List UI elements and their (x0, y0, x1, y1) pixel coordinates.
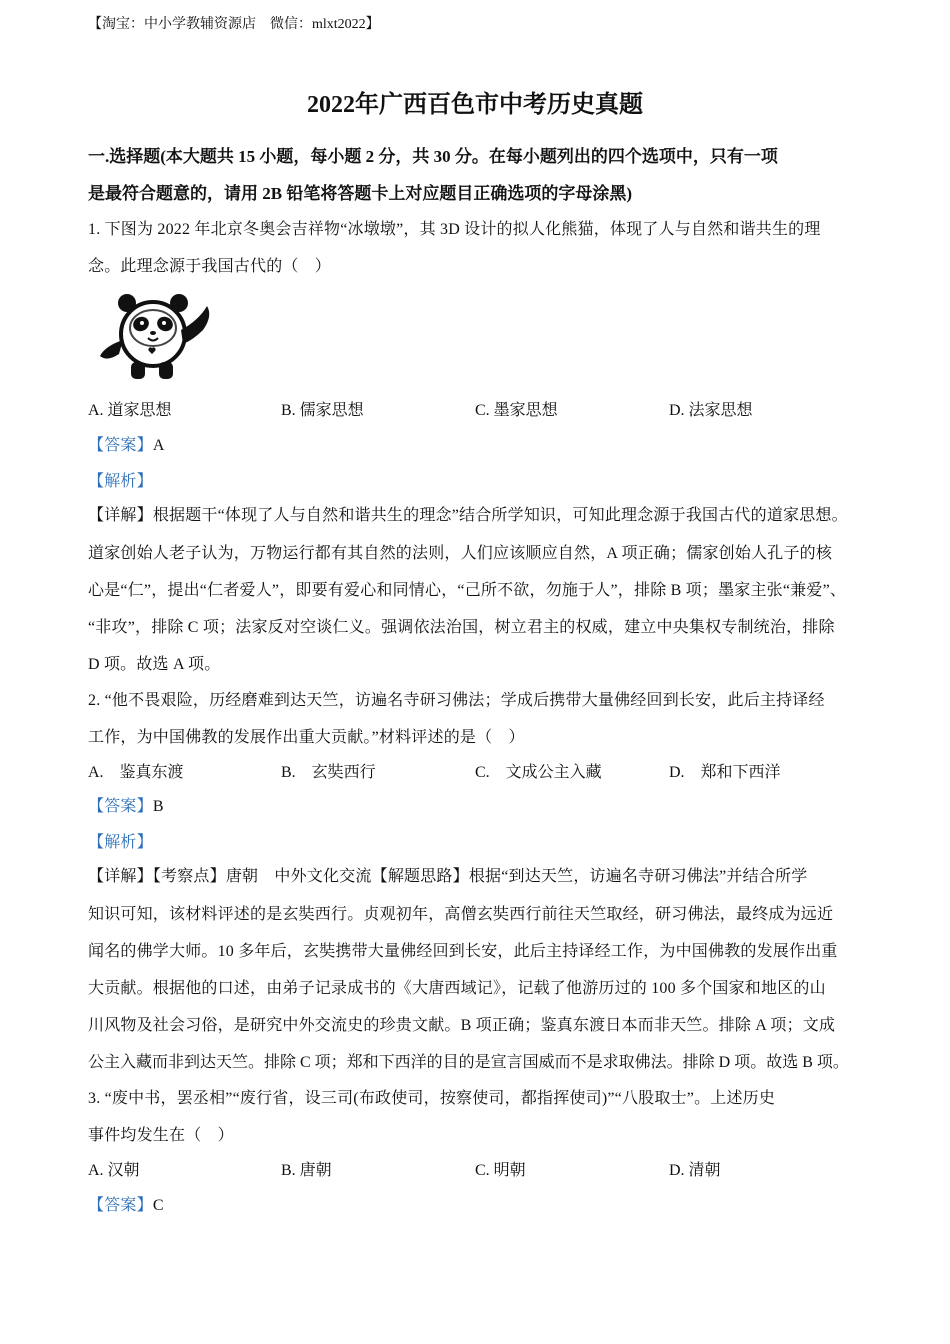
detail-text: 【考察点】唐朝 中外文化交流【解题思路】根据“到达天竺，访遍名寺研习佛法”并结合所学 (152, 868, 808, 885)
q2-option-a: A. 鉴真东渡 (88, 764, 184, 781)
q1-analysis-tag: 【解析】 (88, 473, 153, 490)
q3-answer (88, 1192, 164, 1215)
panda-mascot-image (95, 290, 217, 382)
q2-detail-line2: 知识可知，该材料评述的是玄奘西行。贞观初年，高僧玄奘西行前往天竺取经，研习佛法，最终成为远近 (88, 906, 834, 923)
q2-detail-line1 (88, 863, 807, 886)
q1-answer (88, 432, 165, 455)
q1-detail-line5: D 项。故选 A 项。 (88, 656, 221, 673)
q3-option-d: D. 清朝 (669, 1162, 721, 1179)
answer-tag: 【答案】 (88, 1197, 153, 1214)
page-header: 【淘宝：中小学教辅资源店 微信：mlxt2022】 (88, 17, 380, 32)
q2-analysis-tag: 【解析】 (88, 834, 153, 851)
detail-tag: 【详解】 (88, 868, 153, 885)
q1-stem-line1: 1. 下图为 2022 年北京冬奥会吉祥物“冰墩墩”，其 3D 设计的拟人化熊猫，体现了人与自然和谐共生的理 (88, 221, 821, 238)
answer-value: B (152, 798, 164, 815)
q2-detail-line4: 大贡献。根据他的口述，由弟子记录成书的《大唐西域记》，记载了他游历过的 100 多个国家和地区的山 (88, 980, 826, 997)
q1-detail-line2: 道家创始人老子认为，万物运行都有其自然的法则，人们应该顺应自然，A 项正确；儒家创始人孔子的核 (88, 545, 833, 562)
answer-tag: 【答案】 (88, 798, 153, 815)
q1-option-c: C. 墨家思想 (475, 402, 558, 419)
q3-option-b: B. 唐朝 (281, 1162, 332, 1179)
q1-detail-line3: 心是“仁”，提出“仁者爱人”，即要有爱心和同情心，“己所不欲，勿施于人”，排除 B 项；墨家主张“兼爱”、 (88, 582, 847, 599)
q2-option-d: D. 郑和下西洋 (669, 764, 781, 781)
q2-answer (88, 793, 164, 816)
q2-option-b: B. 玄奘西行 (281, 764, 376, 781)
detail-text: 根据题干“体现了人与自然和谐共生的理念”结合所学知识，可知此理念源于我国古代的道家思想。 (152, 507, 848, 524)
q2-option-c: C. 文成公主入藏 (475, 764, 602, 781)
answer-tag: 【答案】 (88, 437, 153, 454)
page-title: 2022年广西百色市中考历史真题 (307, 92, 643, 118)
q1-detail-line4: “非攻”，排除 C 项；法家反对空谈仁义。强调依法治国，树立君主的权威，建立中央集权专制统治，排除 (88, 619, 835, 636)
q1-option-a: A. 道家思想 (88, 402, 172, 419)
q1-option-d: D. 法家思想 (669, 402, 753, 419)
q1-stem-line2: 念。此理念源于我国古代的（ ） (88, 258, 332, 275)
section-heading-line2: 是最符合题意的，请用 2B 铅笔将答题卡上对应题目正确选项的字母涂黑) (88, 184, 632, 203)
q2-stem-line2: 工作，为中国佛教的发展作出重大贡献。”材料评述的是（ ） (88, 729, 525, 746)
answer-value: A (152, 437, 165, 454)
q2-detail-line6: 公主入藏而非到达天竺。排除 C 项；郑和下西洋的目的是宣言国威而不是求取佛法。排除 D 项。故选 B 项。 (88, 1054, 849, 1071)
q3-option-c: C. 明朝 (475, 1162, 526, 1179)
q1-detail-line1 (88, 502, 848, 525)
q3-option-a: A. 汉朝 (88, 1162, 140, 1179)
q2-detail-line5: 川风物及社会习俗，是研究中外交流史的珍贵文献。B 项正确；鉴真东渡日本而非天竺。排除 A 项；文成 (88, 1017, 836, 1034)
q2-stem-line1: 2. “他不畏艰险，历经磨难到达天竺，访遍名寺研习佛法；学成后携带大量佛经回到长安，此后主持译经 (88, 692, 825, 709)
detail-tag: 【详解】 (88, 507, 153, 524)
section-heading-line1: 一.选择题(本大题共 15 小题，每小题 2 分，共 30 分。在每小题列出的四个选项中，只有一项 (88, 147, 778, 166)
q2-detail-line3: 闻名的佛学大师。10 多年后，玄奘携带大量佛经回到长安，此后主持译经工作，为中国佛教的发展作出重 (88, 943, 838, 960)
q1-option-b: B. 儒家思想 (281, 402, 364, 419)
q3-stem-line1: 3. “废中书，罢丞相”“废行省，设三司(布政使司，按察使司，都指挥使司)”“八股取士”。上述历史 (88, 1090, 776, 1107)
q3-stem-line2: 事件均发生在（ ） (88, 1127, 234, 1144)
answer-value: C (152, 1197, 164, 1214)
